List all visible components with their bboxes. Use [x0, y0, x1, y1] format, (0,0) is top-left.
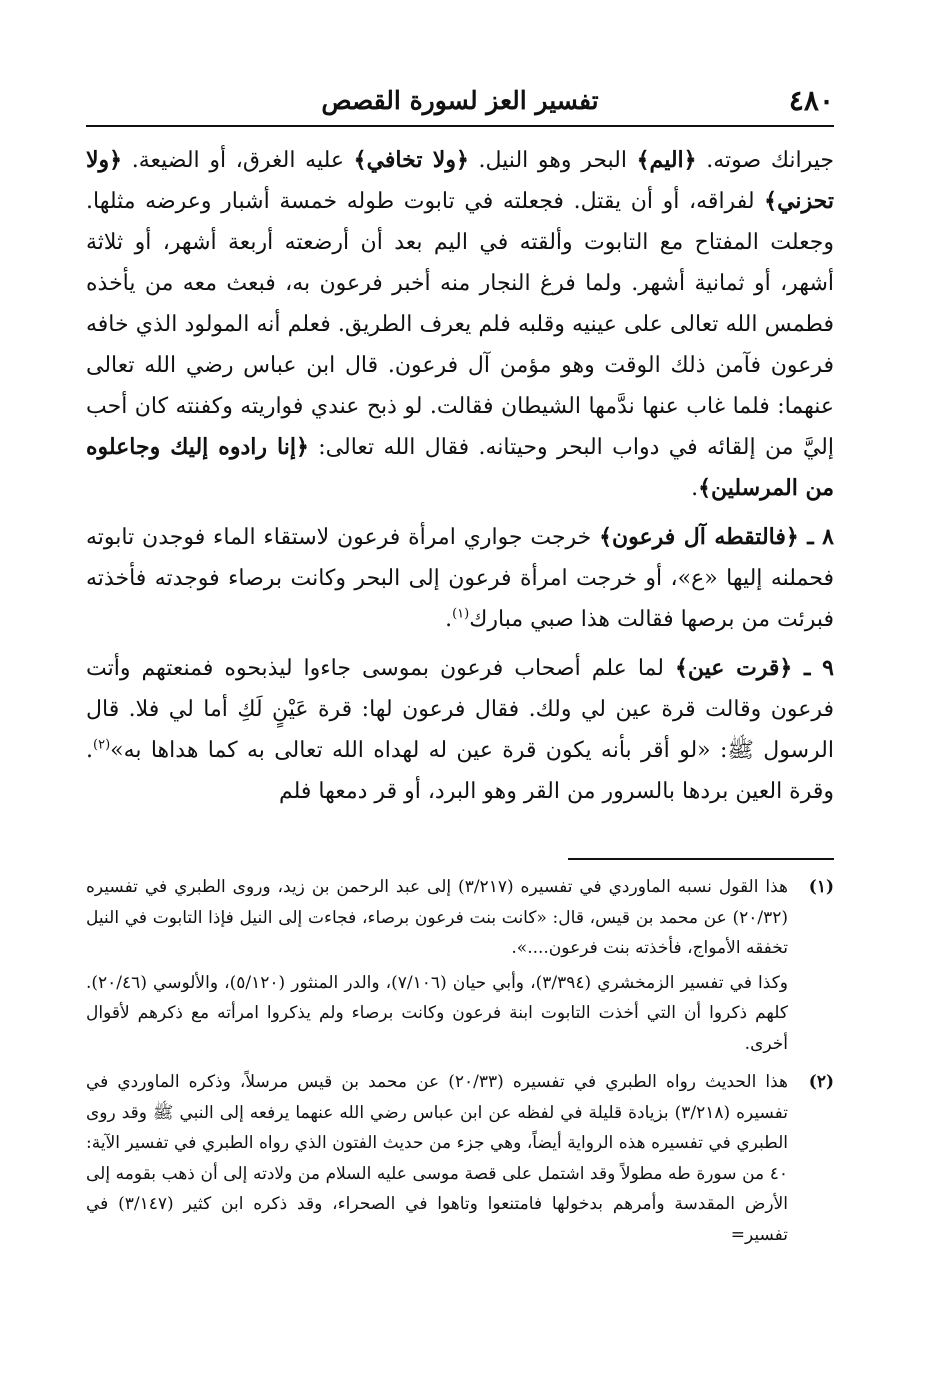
text-run: . وقرة العين بردها بالسرور من القر وهو البرد، أو قر دمعها فلم — [86, 738, 834, 804]
quran-quote: ﴿اليم﴾ — [636, 147, 697, 173]
text-run: لما علم أصحاب فرعون بموسى جاءوا ليذبحوه فمنعتهم وأتت فرعون وقالت قرة عين لي ولك. فقال فرعون لها: قرة عَيْنٍ لَكِ أما لي فلا. قال الرسول ﷺ: «لو أقر بأنه يكون قرة عين له لهداه الله تعالى به كما هداها به» — [86, 656, 834, 763]
text-run: . — [691, 476, 699, 501]
quran-quote: ﴿فالتقطه آل فرعون﴾ — [599, 524, 799, 550]
page-header — [86, 78, 834, 124]
paragraph-verse-9 — [86, 648, 834, 812]
footnote-mark: (١) — [808, 877, 834, 897]
main-text — [86, 140, 834, 812]
footnote-mark: (٢) — [808, 1072, 834, 1092]
running-title: تفسير العز لسورة القصص — [321, 86, 599, 115]
footnote-text: هذا الحديث رواه الطبري في تفسيره (٢٠/٣٣) عن محمد بن قيس مرسلاً، وذكره الماوردي في تفسيره (٣/٢١٨) بزيادة قليلة في لفظه عن ابن عباس رضي الله عنهما يرفعه إلى النبي ﷺ وقد روى الطبري في تفسيره هذه الرواية أيضاً، وهي جزء من حديث الفتون الذي رواه الطبري في تفسير الآية: ٤٠ من سورة طه مطولاً وقد اشتمل على قصة موسى عليه السلام من ولادته إلى أن ذهب بقومه إلى الأرض المقدسة وأمرهم بدخولها فامتنعوا وتاهوا في الصحراء، وقد ذكره ابن كثير (٣/١٤٧) في تفسير= — [86, 1072, 789, 1245]
quran-quote: ﴿إنا رادوه إليك وجاعلوه من المرسلين﴾ — [86, 434, 834, 501]
footnote-ref: (١) — [452, 606, 470, 622]
text-run: لفراقه، أو أن يقتل. فجعلته في تابوت طوله خمسة أشبار وعرضه مثلها. وجعلت المفتاح مع التابوت وألقته في اليم بعد أن أرضعته أربعة أشهر، أو ثلاثة أشهر، أو ثمانية أشهر. ولما فرغ النجار منه أخبر فرعون به، فبعث معه من يأخذه فطمس الله تعالى على عينيه وقلبه فلم يعرف الطريق. فعلم أنه المولود الذي خافه فرعون فآمن ذلك الوقت وهو مؤمن آل فرعون. قال ابن عباس رضي الله تعالى عنهما: فلما غاب عنها ندَّمها الشيطان فقالت. لو ذبح عندي فواريته وكفنته كان أحب إليَّ من إلقائه في دواب البحر وحيتانه. فقال الله تعالى: — [86, 189, 835, 460]
quran-quote: ﴿ولا تخافي﴾ — [353, 147, 469, 173]
verse-number: ٩ ـ — [792, 655, 834, 681]
footnote-text: وكذا في تفسير الزمخشري (٣/٣٩٤)، وأبي حيان (٧/١٠٦)، والدر المنثور (٥/١٢٠)، والألوسي (٢٠/٤٦). كلهم ذكروا أن التي أخذت التابوت ابنة فرعون وكانت برصاء ولم يذكروا امرأته مع ذكرهم لأقوال أخرى. — [86, 972, 788, 1054]
footnote-2 — [86, 1067, 834, 1250]
footnote-separator — [568, 858, 834, 860]
footnote-1 — [86, 872, 834, 1059]
paragraph-verse-8 — [86, 517, 834, 640]
quran-quote: ﴿قرت عين﴾ — [674, 655, 793, 681]
text-run: . — [445, 607, 453, 632]
paragraph-1 — [86, 140, 834, 509]
text-run: البحر وهو النيل. — [468, 148, 637, 173]
text-run: جيرانك صوته. — [696, 148, 834, 173]
text-run: خرجت جواري امرأة فرعون لاستقاء الماء فوجدن تابوته فحملنه إليها «ع»، أو خرجت امرأة فرعون إلى البحر وكانت برصاء فوجدته فأخذته فبرئت من برصها فقالت هذا صبي مبارك — [86, 525, 834, 632]
verse-number: ٨ ـ — [798, 524, 834, 550]
footnote-ref: (٢) — [93, 737, 111, 753]
footnote-text: هذا القول نسبه الماوردي في تفسيره (٣/٢١٧) إلى عبد الرحمن بن زيد، وروى الطبري في تفسيره (٢٠/٣٢) عن محمد بن قيس، قال: «كانت بنت فرعون برصاء، فجاءت إلى النيل فإذا التابوت في النيل تخفقه الأمواج، فأخذته بنت فرعون....». — [86, 877, 789, 958]
footnotes — [86, 872, 834, 1250]
quran-quote: ﴿ولا تحزني﴾ — [86, 147, 834, 214]
text-run: عليه الغرق، أو الضيعة. — [122, 148, 354, 173]
page-number: ٤٨٠ — [788, 84, 834, 117]
header-rule — [86, 125, 834, 127]
